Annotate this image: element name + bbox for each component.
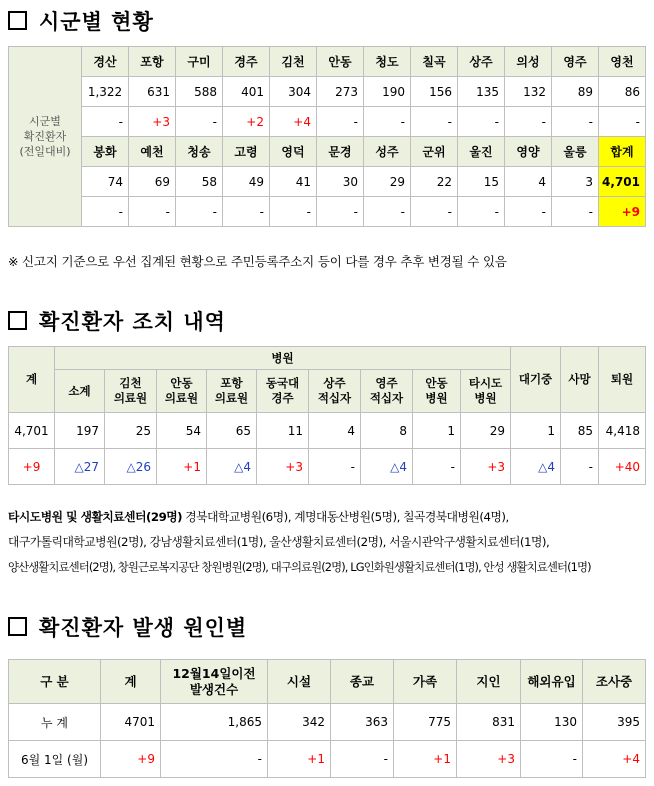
city-change-cell: - [552,197,599,227]
cause-value-cell: 342 [268,704,331,741]
city-change-cell: - [82,107,129,137]
cause-value-cell: 4701 [101,704,161,741]
cause-value-cell: 130 [521,704,583,741]
city-header-cell: 고령 [223,137,270,167]
city-header-cell: 성주 [364,137,411,167]
measure-count-cell: 4,701 [9,413,55,449]
measure-count-cell: 1 [511,413,561,449]
city-header-cell: 경산 [82,47,129,77]
city-change-cell: - [411,197,458,227]
other-hospital-detail [8,505,648,580]
cause-value-cell: 775 [394,704,457,741]
city-count-cell: 3 [552,167,599,197]
city-header-cell: 경주 [223,47,270,77]
city-change-cell: +4 [270,107,317,137]
hospital-sub-header: 영주 적십자 [361,370,413,413]
city-header-cell: 합계 [599,137,646,167]
city-count-cell: 190 [364,77,411,107]
city-header-cell: 김천 [270,47,317,77]
city-count-cell: 273 [317,77,364,107]
section-title-measures [8,306,226,336]
cause-row-label: 누 계 [9,704,101,741]
measure-count-cell: 8 [361,413,413,449]
city-header-cell: 영주 [552,47,599,77]
cause-value-cell: 395 [583,704,646,741]
city-change-cell: +2 [223,107,270,137]
measures-table [8,346,646,485]
hospital-sub-header: 포항 의료원 [207,370,257,413]
total-header: 계 [9,347,55,413]
city-header-cell: 예천 [129,137,176,167]
city-count-cell: 132 [505,77,552,107]
cause-value-cell: +9 [101,741,161,778]
cause-value-cell: +3 [457,741,521,778]
city-change-cell: - [223,197,270,227]
city-change-cell: - [458,107,505,137]
measure-change-cell: +9 [9,449,55,485]
measure-change-cell: - [561,449,599,485]
section-title-text: 확진환자 조치 내역 [39,310,226,334]
city-header-cell: 울릉 [552,137,599,167]
hospital-sub-header: 안동 병원 [413,370,461,413]
city-count-cell: 15 [458,167,505,197]
city-count-cell: 4 [505,167,552,197]
city-header-cell: 상주 [458,47,505,77]
city-header-cell: 군위 [411,137,458,167]
city-change-cell: - [317,107,364,137]
section-title-text: 확진환자 발생 원인별 [39,616,248,640]
waiting-header: 대기중 [511,347,561,413]
city-header-cell: 구미 [176,47,223,77]
measure-change-cell: +3 [461,449,511,485]
city-count-cell: 135 [458,77,505,107]
measure-count-cell: 25 [105,413,157,449]
city-header-cell: 청송 [176,137,223,167]
city-change-cell: - [364,107,411,137]
city-count-cell: 156 [411,77,458,107]
section-title-by-city [8,6,154,36]
city-count-cell: 401 [223,77,270,107]
measure-change-cell: - [309,449,361,485]
city-count-cell: 86 [599,77,646,107]
cause-value-cell: - [331,741,394,778]
measure-count-cell: 197 [55,413,105,449]
cause-header-cell: 조사중 [583,660,646,704]
cause-header-cell: 종교 [331,660,394,704]
cause-header-cell: 지인 [457,660,521,704]
detail-line-2: 대구가톨릭대학교병원(2명), 강남생활치료센터(1명), 울산생활치료센터(2명), 서울시관악구생활치료센터(1명), [8,535,550,549]
cause-header-cell: 시설 [268,660,331,704]
measure-change-cell: - [413,449,461,485]
city-change-cell: - [82,197,129,227]
city-change-cell: - [176,197,223,227]
city-header-cell: 영천 [599,47,646,77]
section-title-by-cause [8,612,247,642]
hospital-sub-header: 상주 적십자 [309,370,361,413]
cause-value-cell: 1,865 [161,704,268,741]
city-count-cell: 41 [270,167,317,197]
hospital-sub-header: 소계 [55,370,105,413]
hospital-sub-header: 동국대 경주 [257,370,309,413]
city-count-cell: 30 [317,167,364,197]
checkbox-square-icon [8,617,27,636]
city-change-cell: - [552,107,599,137]
measure-count-cell: 11 [257,413,309,449]
cause-table [8,659,646,778]
measure-count-cell: 1 [413,413,461,449]
measure-change-cell: △4 [361,449,413,485]
cause-row-label: 6월 1일 (월) [9,741,101,778]
row-label: 시군별 확진환자 (전일대비) [9,47,82,227]
city-count-cell: 631 [129,77,176,107]
city-count-cell: 74 [82,167,129,197]
measure-count-cell: 4 [309,413,361,449]
hospital-header: 병원 [55,347,511,370]
city-header-cell: 청도 [364,47,411,77]
measure-count-cell: 29 [461,413,511,449]
cause-header-cell: 계 [101,660,161,704]
cause-value-cell: 831 [457,704,521,741]
city-change-cell: - [458,197,505,227]
measure-change-cell: △27 [55,449,105,485]
city-count-cell: 1,322 [82,77,129,107]
city-change-cell: - [599,107,646,137]
hospital-sub-header: 김천 의료원 [105,370,157,413]
city-change-cell: +9 [599,197,646,227]
city-count-cell: 29 [364,167,411,197]
detail-line-3: 양산생활치료센터(2명), 창원근로복지공단 창원병원(2명), 대구의료원(2명), LG인화원생활치료센터(1명), 안성 생활치료센터(1명) [8,560,591,574]
city-count-cell: 304 [270,77,317,107]
city-header-cell: 영덕 [270,137,317,167]
cause-value-cell: +1 [394,741,457,778]
hospital-sub-header: 안동 의료원 [157,370,207,413]
measure-change-cell: △26 [105,449,157,485]
city-header-cell: 안동 [317,47,364,77]
city-count-cell: 58 [176,167,223,197]
checkbox-square-icon [8,11,27,30]
measure-change-cell: △4 [511,449,561,485]
city-header-cell: 칠곡 [411,47,458,77]
city-count-cell: 89 [552,77,599,107]
city-header-cell: 문경 [317,137,364,167]
measure-change-cell: △4 [207,449,257,485]
cause-header-cell: 구 분 [9,660,101,704]
cause-header-cell: 가족 [394,660,457,704]
city-header-cell: 봉화 [82,137,129,167]
city-header-cell: 의성 [505,47,552,77]
city-change-cell: - [364,197,411,227]
cause-value-cell: - [521,741,583,778]
city-change-cell: - [505,197,552,227]
measure-count-cell: 85 [561,413,599,449]
city-change-cell: - [176,107,223,137]
measure-count-cell: 4,418 [599,413,646,449]
city-change-cell: - [411,107,458,137]
city-change-cell: - [505,107,552,137]
city-count-cell: 588 [176,77,223,107]
city-count-cell: 69 [129,167,176,197]
cause-value-cell: +4 [583,741,646,778]
measure-change-cell: +3 [257,449,309,485]
cause-value-cell: 363 [331,704,394,741]
city-change-cell: +3 [129,107,176,137]
detail-line-1: 경북대학교병원(6명), 계명대동산병원(5명), 칠곡경북대병원(4명), [182,510,509,524]
city-change-cell: - [129,197,176,227]
hospital-sub-header: 타시도 병원 [461,370,511,413]
measure-change-cell: +1 [157,449,207,485]
measure-count-cell: 54 [157,413,207,449]
measure-change-cell: +40 [599,449,646,485]
city-header-cell: 포항 [129,47,176,77]
city-header-cell: 영양 [505,137,552,167]
checkbox-square-icon [8,311,27,330]
footnote: ※ 신고지 기준으로 우선 집계된 현황으로 주민등록주소지 등이 다를 경우 추후 변경될 수 있음 [8,254,507,269]
city-change-cell: - [270,197,317,227]
city-count-cell: 22 [411,167,458,197]
city-header-cell: 울진 [458,137,505,167]
cause-header-cell: 해외유입 [521,660,583,704]
city-count-cell: 49 [223,167,270,197]
city-count-cell: 4,701 [599,167,646,197]
death-header: 사망 [561,347,599,413]
cause-value-cell: - [161,741,268,778]
section-title-text: 시군별 현황 [39,10,154,34]
city-change-cell: - [317,197,364,227]
cause-header-cell: 12월14일이전 발생건수 [161,660,268,704]
measure-count-cell: 65 [207,413,257,449]
cause-value-cell: +1 [268,741,331,778]
city-status-table [8,46,646,227]
discharge-header: 퇴원 [599,347,646,413]
detail-bold-prefix: 타시도병원 및 생활치료센터(29명) [8,510,183,524]
